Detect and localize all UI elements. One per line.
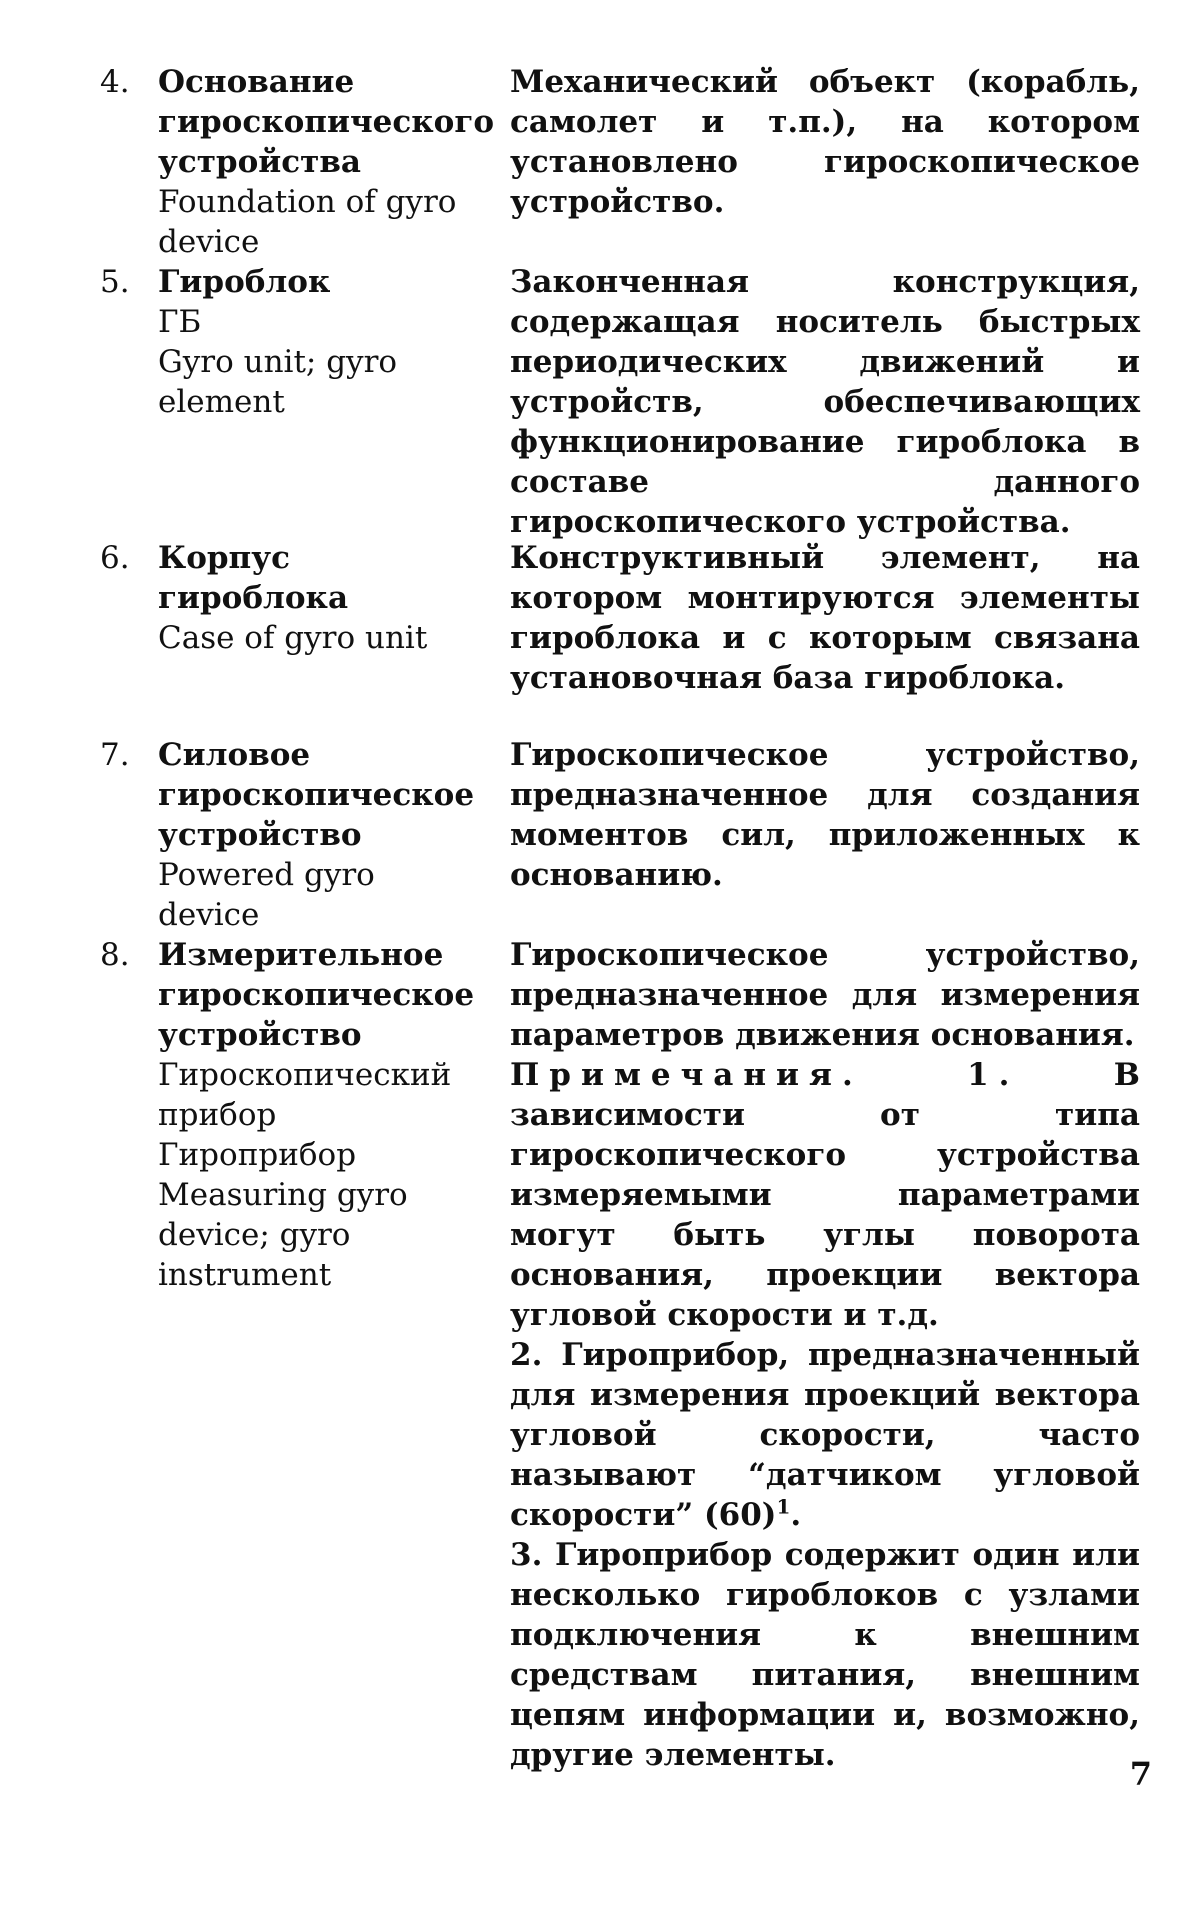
term-body — [158, 538, 474, 658]
term-english: Case of gyro unit — [158, 620, 428, 656]
note-2-end: . — [790, 1497, 802, 1533]
term-russian: Силовое гироскопическое устройство — [158, 737, 475, 853]
term-russian: Основание гироскопического устройства — [158, 64, 494, 180]
definition-text: Механический объект (корабль, самолет и т.п.), на котором установлено гироскопическое устройство. — [510, 64, 1140, 220]
definition-column — [510, 62, 1140, 222]
entry-number: 6. — [100, 540, 130, 576]
term-body — [158, 735, 474, 935]
footnote-mark: 1 — [776, 1494, 791, 1519]
term-synonym-2: Гироприбор — [158, 1137, 357, 1173]
note-1 — [510, 1055, 1140, 1335]
term-body — [158, 62, 494, 262]
note-2 — [510, 1335, 1140, 1535]
note-1-text: В зависимости от типа гироскопического устройства измеряемыми параметрами могут быть углы поворота основания, проекции вектора угловой скорости и т.д. — [510, 1057, 1140, 1333]
term-english: Foundation of gyro device — [158, 184, 457, 260]
entry-number: 4. — [100, 64, 130, 100]
term-english: Powered gyro device — [158, 857, 375, 933]
term-english: Gyro unit; gyro element — [158, 344, 398, 420]
page-number: 7 — [1129, 1755, 1152, 1793]
definition-text: Конструктивный элемент, на котором монтируются элементы гироблока и с которым связана установочная база гироблока. — [510, 540, 1140, 696]
note-3: 3. Гироприбор содержит один или несколько гироблоков с узлами подключения к внешним средствам питания, внешним цепям информации и, возможно, другие элементы. — [510, 1537, 1140, 1773]
term-body — [158, 935, 474, 1295]
note-2-text: 2. Гироприбор, предназначенный для измерения проекций вектора угловой скорости, часто называют “датчиком угловой скорости” (60) — [510, 1337, 1140, 1533]
term-english: Measuring gyro device; gyro instrument — [158, 1177, 408, 1293]
definition-text: Гироскопическое устройство, предназначенное для создания моментов сил, приложенных к основанию. — [510, 737, 1140, 893]
definition-column — [510, 935, 1140, 1775]
definition-text: Законченная конструкция, содержащая носитель быстрых периодических движений и устройств, обеспечивающих функционирование гироблока в составе данного гироскопического устройства. — [510, 264, 1140, 540]
term-body — [158, 262, 474, 422]
term-russian: Корпус гироблока — [158, 540, 349, 616]
term-russian: Измерительное гироскопическое устройство — [158, 937, 475, 1053]
term-russian: Гироблок — [158, 264, 331, 300]
entry-number: 8. — [100, 937, 130, 973]
entry-number: 7. — [100, 737, 130, 773]
term-abbreviation: ГБ — [158, 304, 202, 340]
note-label: Примечания. 1. — [510, 1057, 1020, 1093]
definition-text: Гироскопическое устройство, предназначенное для измерения параметров движения основания. — [510, 937, 1140, 1053]
definition-column — [510, 262, 1140, 542]
term-synonym-1: Гироскопический прибор — [158, 1057, 452, 1133]
definition-column — [510, 538, 1140, 698]
definition-column — [510, 735, 1140, 895]
entry-number: 5. — [100, 264, 130, 300]
